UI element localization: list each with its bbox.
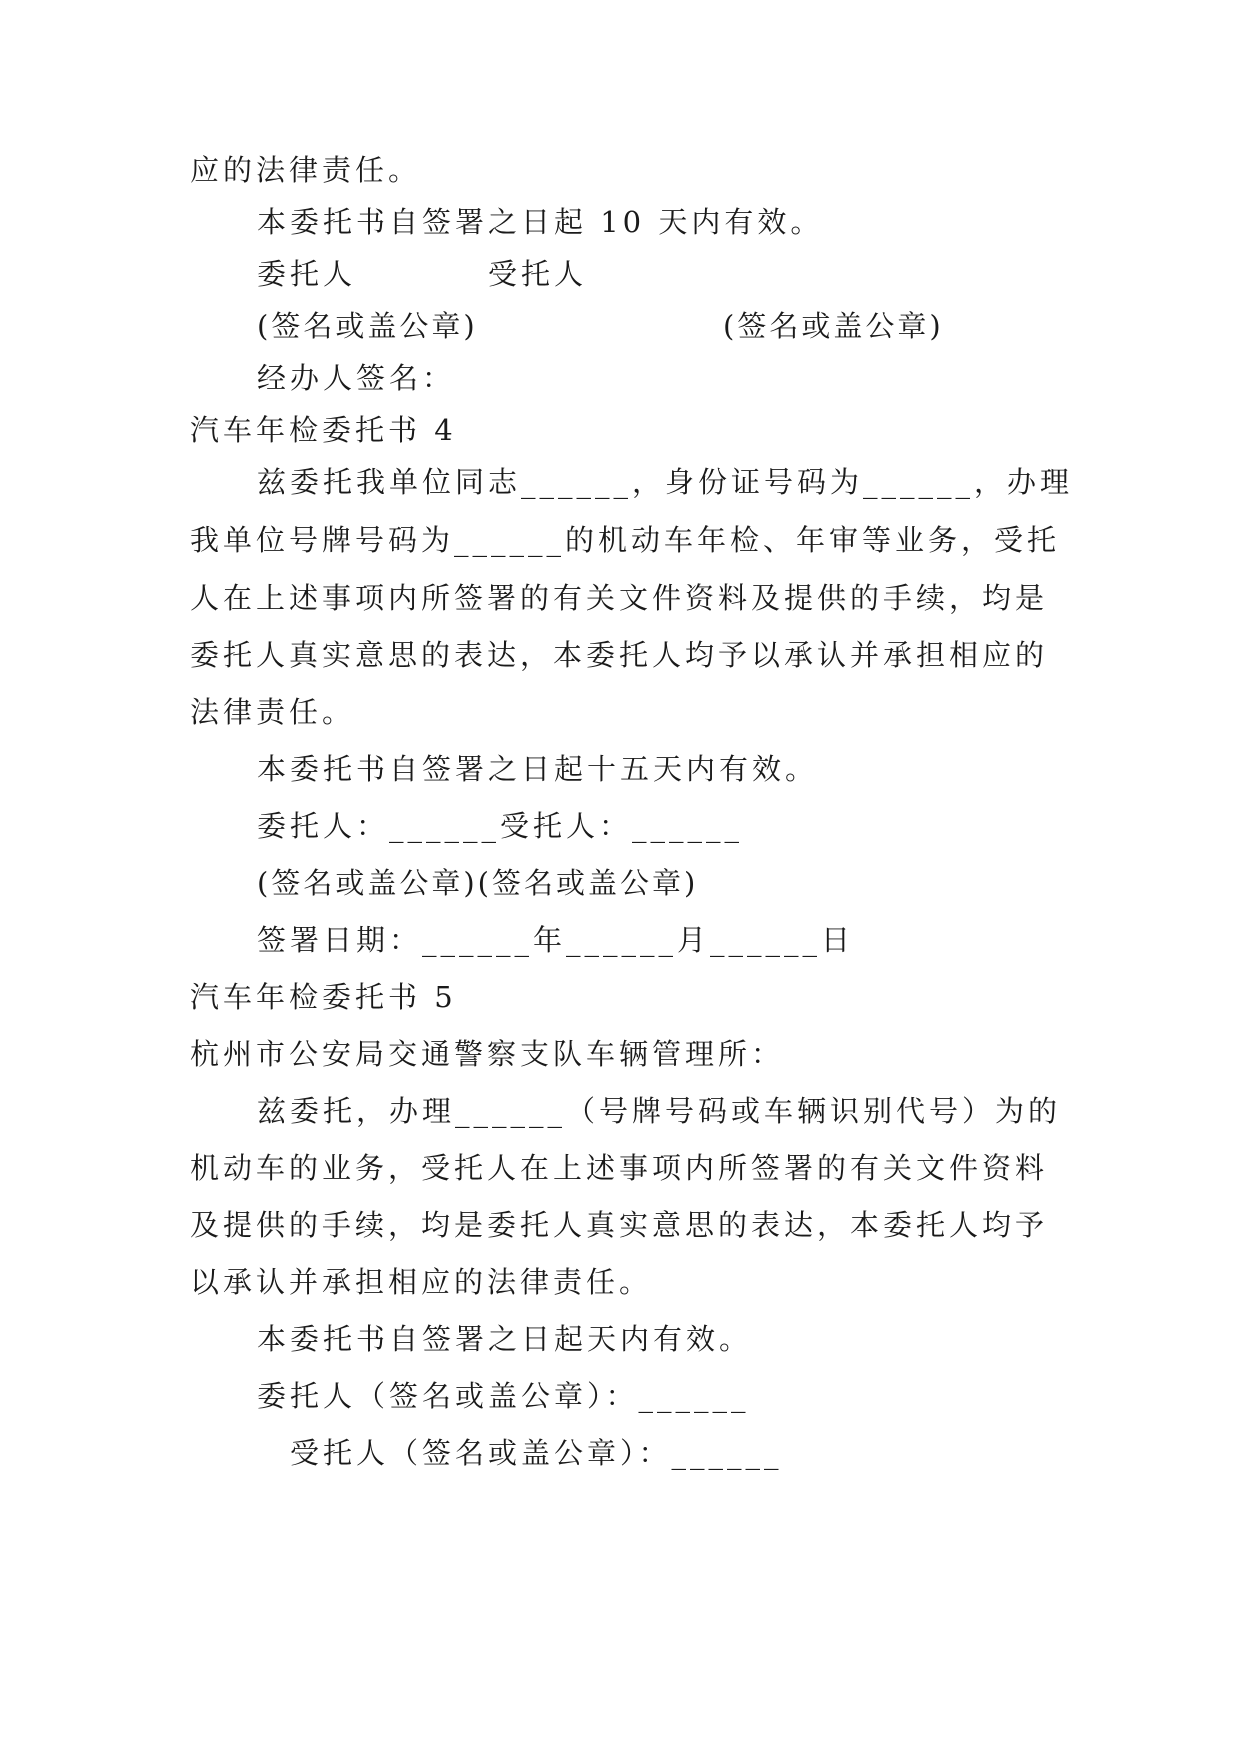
signature-note-line: (签名或盖公章)(签名或盖公章) bbox=[257, 866, 699, 900]
paragraph-line: 及提供的手续，均是委托人真实意思的表达，本委托人均予 bbox=[190, 1208, 1049, 1242]
paragraph-line: 机动车的业务，受托人在上述事项内所签署的有关文件资料 bbox=[190, 1151, 1049, 1185]
section-heading-5: 汽车年检委托书 5 bbox=[190, 980, 457, 1014]
agent-signature-line: 受托人（签名或盖公章）：______ bbox=[290, 1436, 783, 1470]
validity-line: 本委托书自签署之日起天内有效。 bbox=[257, 1322, 753, 1356]
principal-signature-line: 委托人（签名或盖公章）：______ bbox=[257, 1379, 750, 1413]
paragraph-line: 委托人真实意思的表达，本委托人均予以承认并承担相应的 bbox=[190, 638, 1049, 672]
signature-fields-line: 委托人：______受托人：______ bbox=[257, 809, 744, 843]
paragraph-line: 以承认并承担相应的法律责任。 bbox=[190, 1265, 653, 1299]
handler-signature-line: 经办人签名： bbox=[257, 361, 456, 395]
validity-line: 本委托书自签署之日起十五天内有效。 bbox=[257, 752, 819, 786]
paragraph-line: 我单位号牌号码为______的机动车年检、年审等业务，受托 bbox=[190, 523, 1061, 557]
agent-signature-note: (签名或盖公章) bbox=[723, 309, 944, 343]
date-line: 签署日期：______年______月______日 bbox=[257, 923, 855, 957]
paragraph-line: 人在上述事项内所签署的有关文件资料及提供的手续，均是 bbox=[190, 581, 1049, 615]
principal-label: 委托人 bbox=[257, 257, 357, 291]
principal-signature-note: (签名或盖公章) bbox=[257, 309, 478, 343]
text-line: 应的法律责任。 bbox=[190, 153, 422, 187]
agent-label: 受托人 bbox=[488, 257, 588, 291]
paragraph-line: 兹委托我单位同志______，身份证号码为______，办理 bbox=[257, 465, 1074, 499]
addressee-line: 杭州市公安局交通警察支队车辆管理所： bbox=[190, 1037, 785, 1071]
validity-line: 本委托书自签署之日起 10 天内有效。 bbox=[257, 205, 824, 239]
paragraph-line: 兹委托，办理______（号牌号码或车辆识别代号）为的 bbox=[257, 1094, 1062, 1128]
section-heading-4: 汽车年检委托书 4 bbox=[190, 413, 457, 447]
paragraph-line: 法律责任。 bbox=[190, 695, 356, 729]
